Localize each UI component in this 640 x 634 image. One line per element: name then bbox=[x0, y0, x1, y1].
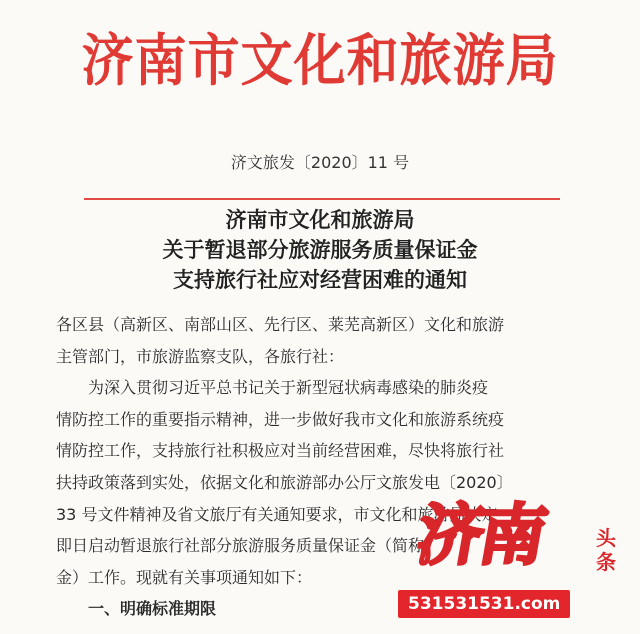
document-number: 济文旅发〔2020〕11 号 bbox=[230, 153, 410, 172]
body-line: 为深入贯彻习近平总书记关于新型冠状病毒感染的肺炎疫 bbox=[88, 378, 489, 398]
body-line: 各区县（高新区、南部山区、先行区、莱芜高新区）文化和旅游 bbox=[56, 315, 505, 334]
red-divider bbox=[84, 198, 560, 200]
watermark-side-text: 头条 bbox=[596, 526, 616, 574]
body-line: 扶持政策落到实处，依据文化和旅游部办公厅文旅发电〔2020〕 bbox=[56, 472, 513, 492]
body-line: 情防控工作的重要指示精神，进一步做好我市文化和旅游系统疫 bbox=[56, 409, 505, 429]
body-line: 主管部门，市旅游监察支队，各旅行社： bbox=[56, 346, 345, 366]
section-heading: 一、明确标准期限 bbox=[88, 599, 217, 619]
org-header: 济南市文化和旅游局 bbox=[81, 28, 559, 94]
notice-title bbox=[0, 205, 640, 295]
body-line: 情防控工作，支持旅行社积极应对当前经营困难，尽快将旅行社 bbox=[56, 441, 505, 461]
watermark-url: 531531531.com bbox=[398, 590, 570, 618]
body-line: 即日启动暂退旅行社部分旅游服务质量保证金（简称 bbox=[56, 536, 425, 556]
body-line: 33 号文件精神及省文旅厅有关通知要求，市文化和旅游局决定 bbox=[56, 504, 498, 524]
watermark bbox=[408, 496, 640, 634]
title-line: 关于暂退部分旅游服务质量保证金 bbox=[162, 237, 478, 262]
title-line: 济南市文化和旅游局 bbox=[225, 207, 415, 232]
body-line: 金）工作。现就有关事项通知如下： bbox=[56, 567, 313, 587]
watermark-logo: 济南 bbox=[411, 496, 549, 574]
title-line: 支持旅行社应对经营困难的通知 bbox=[173, 267, 467, 292]
